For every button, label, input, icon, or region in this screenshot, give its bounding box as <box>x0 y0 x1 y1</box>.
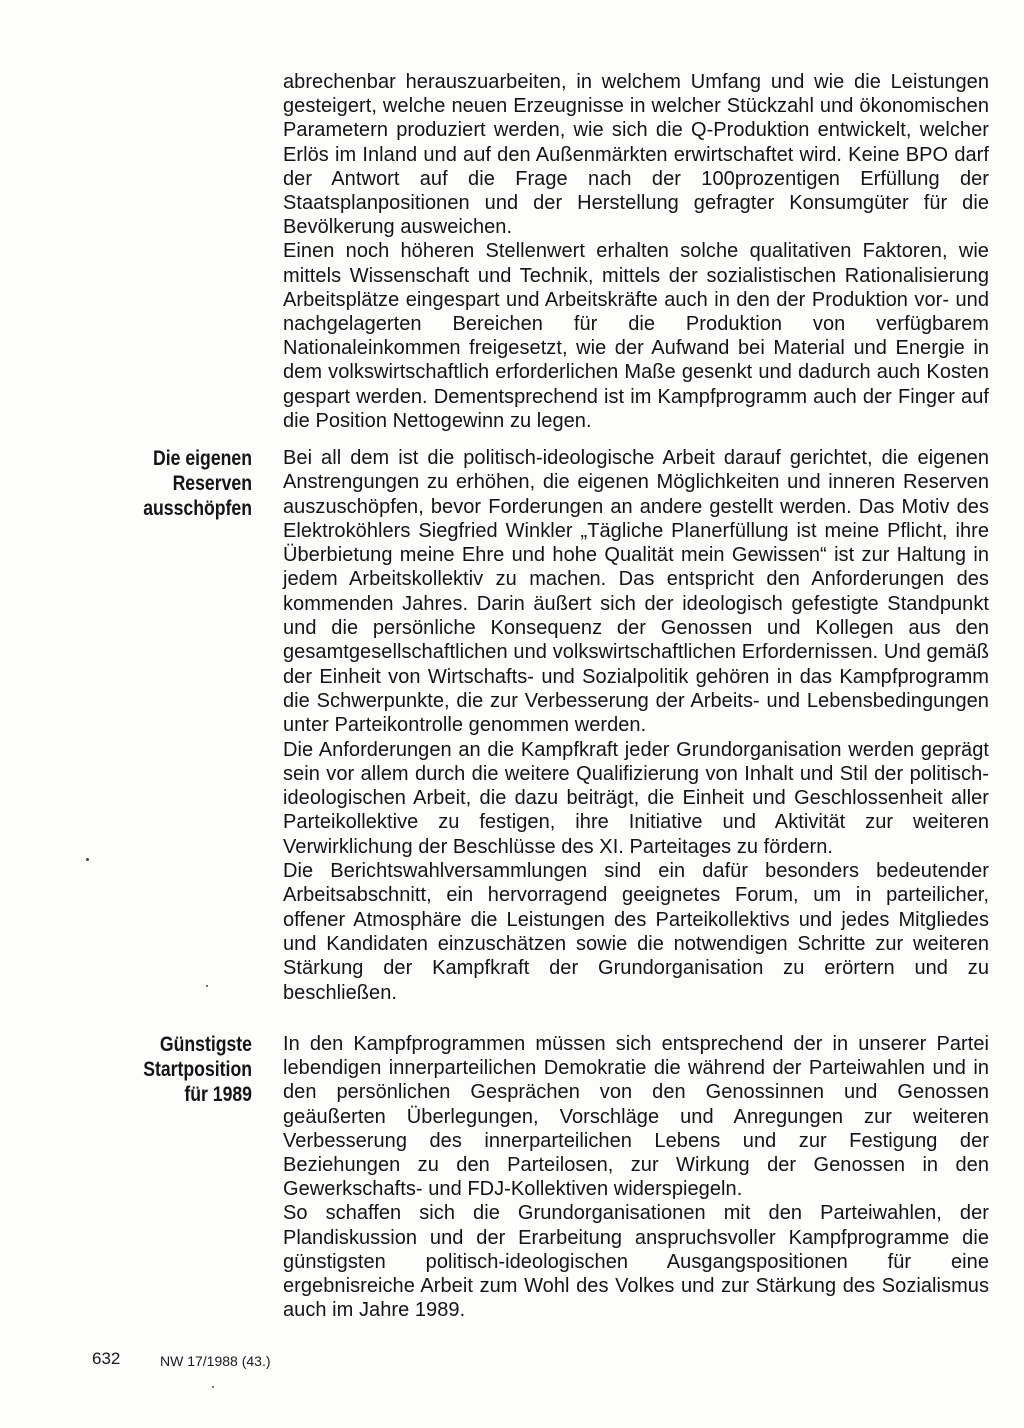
margin-heading-reserves <box>134 446 252 521</box>
page-number: 632 <box>92 1349 121 1368</box>
source-reference: NW 17/1988 (43.) <box>160 1353 271 1369</box>
paragraph: abrechenbar herauszuarbeiten, in welchem Umfang und wie die Leistungen gesteigert, welche neuen Erzeugnisse in welcher Stückzahl und ökonomischen Parametern produziert werden, wie sich die Q-Produktion entwickelt, welcher Erlös im Inland und auf den Außenmärkten erwirtschaftet wird. Keine BPO darf der Antwort auf die Frage nach der 100prozentigen Erfüllung der Staatsplanpositionen und der Herstellung gefragter Konsumgüter für die Bevölkerung ausweichen. <box>283 71 989 239</box>
paragraph: Bei all dem ist die politisch-ideologische Arbeit darauf gerichtet, die eigenen Anstrengungen zu erhöhen, die eigenen Möglichkeiten und inneren Reserven auszuschöpfen, bevor Forderungen an andere gestellt werden. Das Motiv des Elektroköhlers Siegfried Winkler „Tägliche Planerfüllung ist meine Pflicht, ihre Überbietung meine Ehre und hohe Qualität mein Gewissen“ ist zur Haltung in jedem Arbeitskollektiv zu machen. Das entspricht den Anforderungen des kommenden Jahres. Darin äußert sich der ideologisch gefestigte Standpunkt und die persönliche Konsequenz der Genossen und Kollegen aus den gesamtgesellschaftlichen und volkswirtschaftlichen Erfordernissen. Und gemäß der Einheit von Wirtschafts- und Sozialpolitik gehören in das Kampfprogramm die Schwerpunkte, die zur Verbesserung der Arbeits- und Lebensbedingungen unter Parteikontrolle genommen werden. <box>283 447 989 737</box>
scan-speck <box>206 985 208 987</box>
paragraph: Die Anforderungen an die Kampfkraft jeder Grundorganisation werden geprägt sein vor allem durch die weitere Qualifizierung von Inhalt und Stil der politisch-ideologischen Arbeit, die dazu beiträgt, die Einheit und Geschlossenheit aller Parteikollektive zu festigen, ihre Initiative und Aktivität zur weiteren Verwirklichung der Beschlüsse des XI. Parteitages zu fördern. <box>283 738 989 858</box>
body-section-1 <box>283 70 989 433</box>
scan-speck <box>86 858 89 861</box>
margin-heading-line: für 1989 <box>184 1083 252 1106</box>
body-section-2 <box>283 446 989 1005</box>
margin-heading-line: Günstigste <box>159 1033 252 1056</box>
margin-heading-startposition <box>134 1032 252 1107</box>
scan-speck <box>212 1386 214 1388</box>
margin-heading-line: Reserven <box>172 472 252 495</box>
margin-heading-line: ausschöpfen <box>143 497 252 520</box>
body-section-3 <box>283 1032 989 1322</box>
paragraph: In den Kampfprogrammen müssen sich entsprechend der in unserer Partei lebendigen innerparteilichen Demokratie die während der Parteiwahlen und in den persönlichen Gesprächen von den Genossinnen und Genossen geäußerten Überlegungen, Vorschläge und Anregungen zur weiteren Verbesserung des innerparteilichen Lebens und zur Festigung der Beziehungen zu den Parteilosen, zur Wirkung der Genossen in den Gewerkschafts- und FDJ-Kollektiven widerspiegeln. <box>283 1033 989 1201</box>
margin-heading-line: Die eigenen <box>152 447 252 470</box>
paragraph: Die Berichtswahlversammlungen sind ein dafür besonders bedeutender Arbeitsabschnitt, ein hervorragend geeignetes Forum, um in parteilicher, offener Atmosphäre die Leistungen des Parteikollektivs und jedes Mitgliedes und Kandidaten einzuschätzen sowie die notwendigen Schritte zur weiteren Stärkung der Kampfkraft der Grundorganisation zu erörtern und zu beschließen. <box>283 860 989 1004</box>
margin-heading-line: Startposition <box>143 1058 252 1081</box>
paragraph: So schaffen sich die Grundorganisationen mit den Parteiwahlen, der Plandiskussion und der Erarbeitung anspruchsvoller Kampfprogramme die günstigsten politisch-ideologischen Ausgangspositionen für eine ergebnisreiche Arbeit zum Wohl des Volkes und zur Stärkung des Sozialismus auch im Jahre 1989. <box>283 1202 989 1322</box>
paragraph: Einen noch höheren Stellenwert erhalten solche qualitativen Faktoren, wie mittels Wissenschaft und Technik, mittels der sozialistischen Rationalisierung Arbeitsplätze eingespart und Arbeitskräfte auch in den der Produktion vor- und nachgelagerten Bereichen für die Produktion von verfügbarem Nationaleinkommen freigesetzt, wie der Aufwand bei Material und Energie in dem volkswirtschaftlich erforderlichen Maße gesenkt und dadurch auch Kosten gespart werden. Dementsprechend ist im Kampfprogramm auch der Finger auf die Position Nettogewinn zu legen. <box>283 240 989 432</box>
